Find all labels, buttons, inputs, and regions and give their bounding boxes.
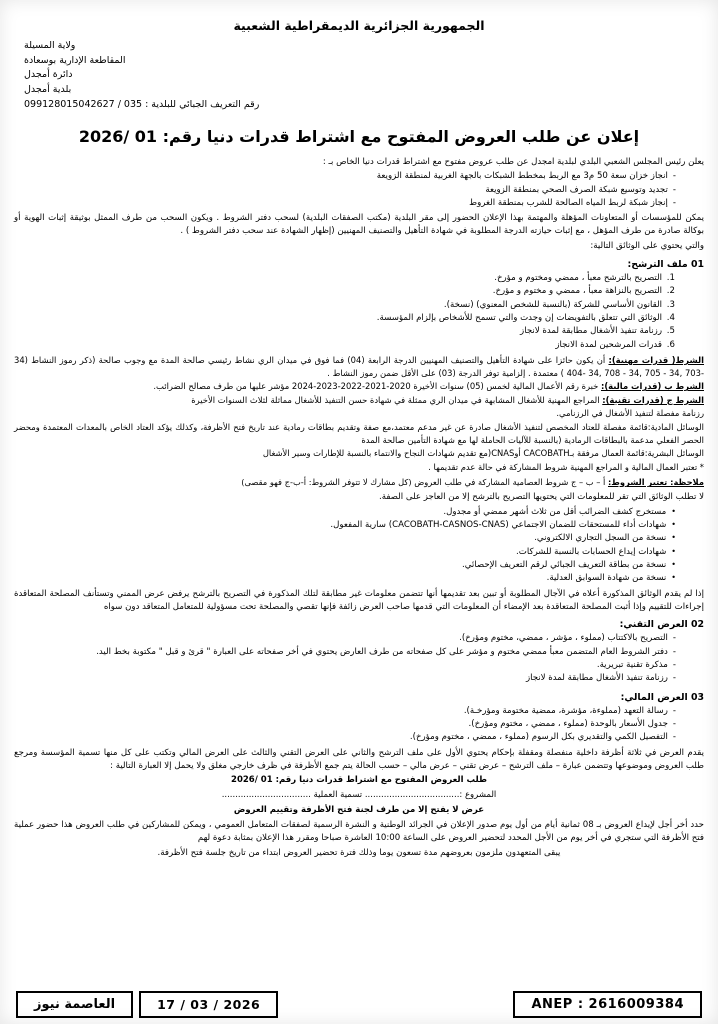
admin-line-commune: بلدية أمجدل [24, 84, 72, 96]
required-documents-intro: والتي يحتوي على الوثائق التالية: [590, 241, 704, 252]
anep-reference: ANEP : 2616009384 [513, 991, 702, 1018]
envelope-line-project: المشروع :................................... تسمية العملية ................................. [221, 790, 497, 800]
condition-label: الشرط ب (قدرات مالية): [600, 381, 704, 392]
mandatory-docs-list [28, 506, 676, 586]
intro-paragraph: يعلن رئيس المجلس الشعبي البلدي لبلدية امجدل عن طلب عروض مفتوح مع اشتراط قدرات دنيا الخاص بـ : [322, 156, 704, 167]
condition-financial [14, 380, 704, 393]
administrative-block [14, 39, 704, 113]
list-item: - تجديد وتوسيع شبكة الصرف الصحي بمنطقة الزويعة [28, 184, 676, 197]
list-item: - دفتر الشروط العام المتضمن معبأ ممضي مختوم و مؤشر على كل صفحاته من طرف العارض يحتوي في أخر صفحاته على العبارة " قرئ و قبل " مكتوبة بخط اليد. [28, 646, 676, 659]
remark-text: أ – ب – ج شروط العصامية المشاركة في طلب العروض (كل مشارك لا تتوفر الشروط: أ-ب-ج فهو مقصى) [241, 477, 606, 488]
section-candidacy-file-title: 01 ملف الترشح: [627, 259, 704, 271]
mandatory-docs-intro: لا تطلب الوثائق التي تقر للمعلومات التي يحتويها التصريح بالترشح إلا من العاجز على الصفة. [379, 491, 704, 502]
condition-text: خبرة رقم الأعمال المالية لخمس (05) سنوات الأخيرة 2020-2021-2022-2023-2024 مؤشر عليها من طرف مصالح الضرائب. [153, 381, 599, 392]
list-item: - رسالة التعهد (مملوءة، مؤشرة، ممضية مختومة ومؤرخـة). [28, 705, 676, 718]
extra-item-material-means: الوسائل المادية:قائمة مفصلة للعتاد المخصص لتنفيذ الأشغال صادرة عن غير مدعم معتمد،مع صفة وتقديم بطاقات رمادية عند تاريخ فتح الأظرفة، وكذلك يؤكد العتاد الخاص بالمعدات المعتمدة ومحضر الحصر الفعلي مدعمة بالبطاقات الرمادية (بالنسبة للآليات الحاملة لها مع شهادة التأمين صالحة المدة [14, 422, 704, 445]
remark-paragraph [14, 476, 704, 488]
condition-text: أن يكون حائزا على شهادة التأهيل والتصنيف المهنيين الدرجة الرابعة (04) فما فوق في ميدان الري نشاط رئيسي صالحة المدة مع وجوب صالحة (ذكر رموز النشاط (34 -703 ,34 - 705 ,34 - 708 ,34 -404 ) معتمدة . إلزامية توفر الدرجة (03) على الأقل ضمن رموز النشاط . [14, 354, 704, 378]
admin-line-daira: دائرة أمجدل [24, 69, 73, 81]
deadline-paragraph: حدد أخر أجل لإيداع العروض بـ 08 ثمانية أيام من أول يوم صدور الإعلان في الجرائد الوطنية و النشرة الرسمية لصفقات المتعامل العمومي ، ويمكن للمشاركين في طلب العروض هذا حضور عملية فتح الأظرفة التي ستجري في أخر يوم من الأجل المحدد لتحضير العروض على الساعة 10:00 العاشرة صباحا ومقرر هذا الإعلان بمثابة دعوة لهم [14, 820, 704, 844]
extra-item-human-means: الوسائل البشرية:قائمة العمال مرفقة بـCACOBATH أوCNAS(مع تقديم شهادات النجاح والانتماء بالنسبة للإطارات وسير الأشغال [262, 448, 704, 459]
condition-label: الشرط( قدرات مهنية): [608, 354, 705, 365]
footer-right-group [16, 991, 278, 1018]
list-item: • نسخة من بطاقة التعريف الجبائي لرقم التعريف الإحصائي. [28, 559, 676, 572]
page-title: إعلان عن طلب العروض المفتوح مع اشتراط قدرات دنيا رقم: 01 /2026 [78, 126, 640, 146]
list-item: • نسخة من شهادة السوابق العدلية. [28, 572, 676, 585]
admin-line-district: المقاطعة الإدارية بوسعادة [24, 54, 126, 66]
remark-label: ملاحظة: تعتبر الشروط: [607, 477, 704, 488]
list-item: • شهادات إيداع الحسابات بالنسبة للشركات. [28, 546, 676, 559]
section-financial-offer-title: 03 العرض المالي: [620, 691, 704, 703]
eligibility-paragraph: يمكن للمؤسسات أو المتعاونات المؤهلة والمهتمة بهذا الإعلان الحضور إلى مقر البلدية (مكتب الصفقات البلدية) لسحب دفتر الشروط . ويكون السحب من طرف الممثل بوثيقة إثبات الهوية أو بوكالة صادرة من طرف المؤهل ، مع إثبات حيازته الدرجة المطلوبة في شهادة التأهيل والتصنيف المهنيين (إظهار الشهادة عند سحب دفتر الشروط ) . [14, 213, 704, 237]
technical-offer-list [28, 632, 676, 685]
condition-label: الشرط ج (قدرات تقنية): [602, 394, 704, 405]
document-header-title: الجمهورية الجزائرية الديمقراطية الشعبية [233, 18, 485, 33]
document-footer [0, 991, 718, 1018]
admin-line-wilaya: ولاية المسيلة [24, 40, 76, 51]
warning-paragraph: إذا لم يقدم الوثائق المذكورة أعلاه في الآجال المطلوبة أو تبين بعد تقديمها أنها تتضمن معلومات غير مطابقة لتلك المذكورة في التصريح بالترشح يرفض عرض الممني وتستأنف المصلحة المتعاقدة إجراءات للتقييم وإذا أثبت المصلحة المتعاقدة بعد الإمضاء أن المعلومات التي قدمها صاحب العرض زائفة فإنها تقصي والمصلحة تحت مسؤولية للمتعامل المتعاقد دون سواه [14, 588, 704, 612]
candidacy-file-list [28, 272, 664, 352]
publication-date: 2026 / 03 / 17 [139, 991, 278, 1018]
list-item: 6. قدرات المرشحين لمدة الانجاز [28, 339, 664, 352]
validity-paragraph: يبقى المتعهدون ملزمون بعروضهم مدة تسعون يوما وذلك فترة تحضير العروض ابتداء من تاريخ جلسة فتح الأظرفة. [157, 847, 561, 858]
list-item: 2. التصريح بالنزاهة معبأ ، ممضي و مختوم و مؤرخ. [28, 285, 664, 298]
list-item: - التصريح بالاكتتاب (مملوء ، مؤشر ، ممضي، مختوم ومؤرخ). [28, 632, 676, 645]
submission-paragraph: يقدم العرض في ثلاثة أظرفة داخلية منفصلة ومقفلة بإحكام يحتوي الأول على ملف الترشح والثاني على العرض التقني والثالث على العرض المالي وتكتب على كل منها تسمية المؤسسة ومرجع طلب العروض وموضوعها وتتضمن عبارة – ملف الترشح – عرض تقني – عرض مالي – حسب الحالة يتم جمع الأظرفة في ظرف خارجي مغلق ولا يحمل إلا العبارة التالية : [14, 747, 704, 771]
project-items-list [28, 170, 676, 210]
list-item: - إنجاز شبكة لربط المياه الصالحة للشرب بمنطقة الغروط [28, 197, 676, 210]
list-item: • نسخة من السجل التجاري الالكتروني. [28, 532, 676, 545]
list-item: 1. التصريح بالترشح معبأ ، ممضي ومختوم و مؤرخ. [28, 272, 664, 285]
list-item: - رزنامة تنفيذ الأشغال مطابقة لمدة لانجاز [28, 672, 676, 685]
extra-item-note: * تعتبر العمال المالية و المراجع المهنية شروط المشاركة في حالة عدم تقديمها . [428, 461, 704, 472]
list-item: 4. الوثائق التي تتعلق بالتفويضات إن وجدت والتي تسمح للأشخاص بإلزام المؤسسة. [28, 312, 664, 325]
list-item: 5. رزنامة تنفيذ الأشغال مطابقة لمدة لانجاز [28, 325, 664, 338]
financial-offer-list [28, 705, 676, 745]
list-item: • مستخرج كشف الضرائب أقل من ثلاث أشهر ممضي أو مجدول. [28, 506, 676, 519]
condition-professional [14, 354, 704, 379]
list-item: - التفصيل الكمي والتقديري بكل الرسوم (مملوء ، ممضي ، مختوم ومؤرخ). [28, 731, 676, 744]
list-item: • شهادات أداء للمستحقات للضمان الاجتماعي (CACOBATH-CASNOS-CNAS) سارية المفعول. [28, 519, 676, 532]
extra-item-schedule: رزنامة مفصلة لتنفيذ الأشغال في الرزنامي. [556, 408, 704, 419]
newspaper-name: العاصمة نيوز [16, 991, 133, 1018]
condition-technical [14, 394, 704, 407]
condition-text: المراجع المهنية للأشغال المشابهة في ميدان الري ممثلة في شهادة حسن التنفيذ للأشغال مماثلة لثلاث السنوات الأخيرة [191, 394, 600, 405]
list-item: - انجاز خزان سعة 50 م3 مع الربط بمخطط الشبكات بالجهة الغربية لمنطقة الزويعة [28, 170, 676, 183]
list-item: 3. القانون الأساسي للشركة (بالنسبة للشخص المعنوي) (نسخة). [28, 299, 664, 312]
envelope-line-tender: طلب العروض المفتوح مع اشتراط قدرات دنيا رقم: 01 /2026 [231, 775, 487, 786]
list-item: - جدول الأسعار بالوحدة (مملوء ، ممضي ، مختوم ومؤرخ). [28, 718, 676, 731]
document-body [14, 10, 704, 1016]
list-item: - مذكرة تقنية تبريرية. [28, 659, 676, 672]
envelope-line-donotopen: عرض لا يفتح إلا من طرف لجنة فتح الأظرفة وتقييم العروض [233, 804, 485, 815]
admin-line-tax-id: رقم التعريف الجبائي للبلدية : 035 / 099128015042627 [24, 98, 260, 110]
section-technical-offer-title: 02 العرض التقني: [619, 619, 704, 631]
